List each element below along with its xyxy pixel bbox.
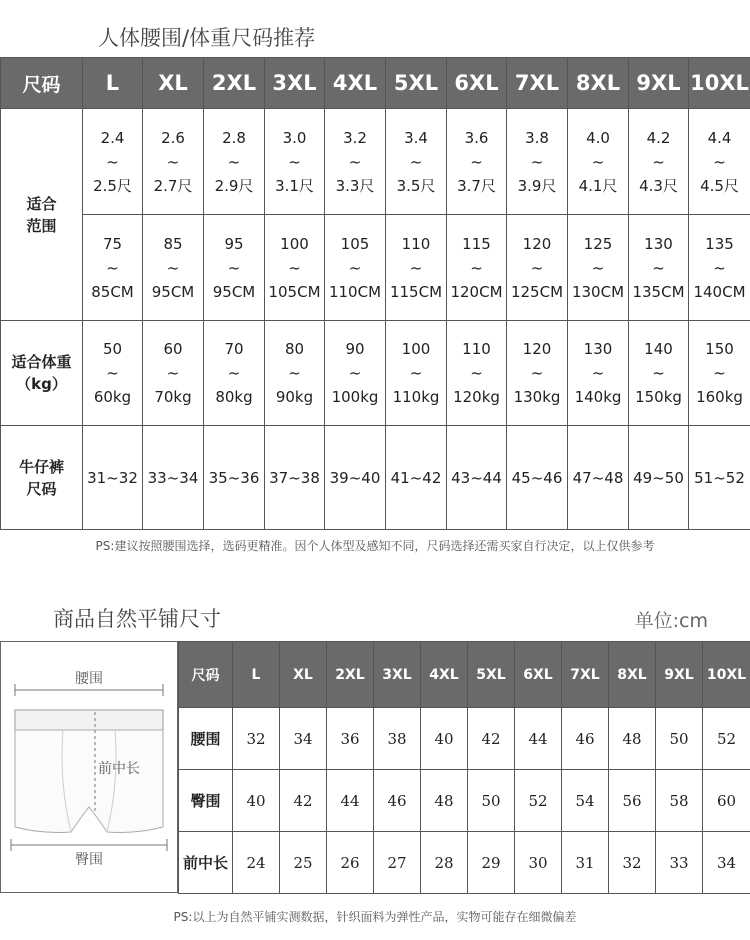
size-header-cell: 6XL [447,58,507,109]
waist-chi-cell-line: 4.3尺 [639,176,678,195]
waist-cm-cell-line: 95CM [212,282,256,301]
flat-value-cell: 48 [421,770,468,832]
size-header-cell: 2XL [204,58,265,109]
waist-cm-cell [204,215,265,321]
jeans-cell [83,426,143,530]
weight-cell-line: 140kg [574,388,622,406]
weight-cell-line: 120 [522,340,552,358]
jeans-cell-line: 35~36 [208,468,260,487]
weight-cell-line: ~ [713,364,726,382]
waist-cm-cell-line: 115 [462,234,491,253]
flat-value-cell: 44 [327,770,374,832]
waist-cm-cell-line: 95CM [151,282,195,301]
size-header-cell: 8XL [568,58,629,109]
waist-cm-cell-line: 135CM [632,282,685,301]
weight-cell-line: ~ [409,364,423,382]
weight-cell-line: 130kg [513,388,561,406]
waist-cm-cell-line: 130CM [571,282,625,301]
waist-chi-cell-line: 4.4 [707,128,732,147]
flat-value-cell: 32 [609,832,656,894]
waist-chi-cell-line: 3.8 [525,128,549,147]
waist-cm-cell [507,215,568,321]
flat-value-cell: 46 [374,770,421,832]
waist-chi-cell-line: 3.3尺 [335,176,375,195]
weight-cell-line: 70 [224,340,244,358]
flat-value-cell: 34 [280,708,327,770]
flat-size-cell: 8XL [609,642,656,708]
jeans-cell [507,426,568,530]
measurement-note: PS:以上为自然平铺实测数据，针织面料为弹性产品，实物可能存在细微偏差 [173,910,577,924]
waist-chi-cell [568,109,629,215]
waist-cm-cell-line: 75 [102,234,123,253]
waist-cm-cell-line: ~ [470,258,483,277]
flat-value-cell: 32 [233,708,280,770]
jeans-cell-line: 47~48 [572,468,624,487]
flat-value-cell: 30 [515,832,562,894]
waist-cm-cell [265,215,325,321]
waist-chi-cell-line: 3.1尺 [275,176,314,195]
weight-cell-line: 50 [102,340,123,358]
weight-cell-line: 90 [345,340,365,358]
flat-value-cell: 26 [327,832,374,894]
flat-hip-row [179,770,750,832]
size-header-label: 尺码 [1,58,83,109]
waist-cm-cell-line: 125 [583,234,613,253]
flat-size-cell: 5XL [468,642,515,708]
weight-cell-line: 90kg [275,388,314,406]
flat-value-cell: 56 [609,770,656,832]
jeans-label: 牛仔裤 尺码 [1,426,83,530]
flat-size-cell: XL [280,642,327,708]
flat-rise-row [179,832,750,894]
waist-diagram-label: 腰围 [75,671,103,687]
waist-chi-cell-line: 2.9尺 [214,176,254,195]
waist-cm-cell-line: 100 [280,234,309,253]
jeans-cell [689,426,750,530]
weight-cell [568,321,629,426]
flat-value-cell: 38 [374,708,421,770]
flat-size-cell: 10XL [703,642,750,708]
waist-cm-cell-line: 115CM [389,282,443,301]
size-header-cell: 4XL [325,58,386,109]
flat-value-cell: 60 [703,770,750,832]
jeans-row [1,426,750,530]
jeans-cell [386,426,447,530]
weight-row [1,321,750,426]
weight-cell-line: 110 [462,340,491,358]
weight-cell-line: 70kg [154,388,192,406]
flat-value-cell: 24 [233,832,280,894]
waist-chi-cell [689,109,750,215]
flat-value-cell: 40 [233,770,280,832]
waist-cm-cell-line: 120 [522,234,552,253]
flat-value-cell: 34 [703,832,750,894]
jeans-cell [204,426,265,530]
weight-cell-line: 110kg [392,388,440,406]
waist-cm-cell [325,215,386,321]
waist-chi-cell-line: 3.7尺 [457,176,496,195]
waist-cm-cell-line: ~ [652,258,665,277]
flat-value-cell: 27 [374,832,421,894]
weight-cell-line: ~ [470,364,483,382]
waist-chi-cell-line: 4.5尺 [700,176,739,195]
waist-cm-cell-line: 110 [401,234,431,253]
waist-chi-row [1,109,750,215]
weight-cell-line: 80kg [215,388,253,406]
jeans-cell [265,426,325,530]
garment-diagram [0,641,178,893]
flat-value-cell: 25 [280,832,327,894]
flat-value-cell: 46 [562,708,609,770]
jeans-cell [143,426,204,530]
weight-cell-line: 130 [583,340,613,358]
size-header-cell: 5XL [386,58,447,109]
flat-value-cell: 44 [515,708,562,770]
waist-cm-cell [386,215,447,321]
flat-row-label: 前中长 [179,832,233,894]
flat-size-cell: 2XL [327,642,374,708]
jeans-cell-line: 33~34 [147,468,199,487]
flat-size-cell: 3XL [374,642,421,708]
waist-cm-cell-line: 120CM [450,282,503,301]
waist-cm-cell-line: 105 [340,234,370,253]
jeans-cell [568,426,629,530]
flat-value-cell: 40 [421,708,468,770]
waist-chi-cell-line: ~ [288,152,301,171]
flat-value-cell: 52 [515,770,562,832]
waist-cm-cell-line: ~ [288,258,301,277]
size-header-row [1,58,750,109]
front-rise-diagram-label: 前中长 [98,761,140,777]
waist-cm-cell-line: 85CM [91,282,134,301]
waist-cm-cell-line: ~ [227,258,241,277]
flat-size-cell: 4XL [421,642,468,708]
waist-cm-cell-line: ~ [530,258,544,277]
waist-chi-cell-line: ~ [591,152,605,171]
flat-value-cell: 33 [656,832,703,894]
weight-cell-line: 150 [705,340,734,358]
waist-chi-cell-line: 3.4 [404,128,428,147]
waist-chi-cell [629,109,689,215]
flat-size-cell: 7XL [562,642,609,708]
weight-cell [83,321,143,426]
waist-chi-cell-line: 3.0 [282,128,307,147]
waist-chi-cell [265,109,325,215]
flat-value-cell: 48 [609,708,656,770]
weight-cell-line: 120kg [453,388,500,406]
weight-cell [689,321,750,426]
weight-cell-line: 80 [284,340,305,358]
waist-cm-cell-line: ~ [348,258,362,277]
waist-chi-cell-line: 2.5尺 [93,176,132,195]
jeans-cell [325,426,386,530]
waist-chi-cell [83,109,143,215]
weight-cell [507,321,568,426]
waist-cm-cell-line: ~ [713,258,726,277]
flat-value-cell: 54 [562,770,609,832]
jeans-cell [629,426,689,530]
waist-cm-cell [629,215,689,321]
flat-value-cell: 28 [421,832,468,894]
jeans-cell-line: 49~50 [633,468,684,487]
waist-chi-cell-line: ~ [166,152,180,171]
waist-cm-cell-line: ~ [106,258,119,277]
waist-cm-cell-line: 95 [224,234,244,253]
flat-value-cell: 52 [703,708,750,770]
flat-size-title: 商品自然平铺尺寸 [53,607,221,631]
weight-cell [204,321,265,426]
weight-cell [629,321,689,426]
waist-chi-cell-line: 3.5尺 [396,176,436,195]
fit-range-label: 适合 范围 [1,109,83,321]
waist-cm-row [1,215,750,321]
waist-chi-cell-line: 3.6 [464,128,489,147]
waist-chi-cell-line: 4.2 [646,128,671,147]
weight-cell-line: 140 [644,340,673,358]
waist-cm-cell-line: ~ [166,258,180,277]
waist-chi-cell-line: 3.2 [343,128,367,147]
waist-cm-cell-line: 125CM [510,282,564,301]
waist-cm-cell [83,215,143,321]
flat-value-cell: 31 [562,832,609,894]
waist-cm-cell-line: 85 [163,234,183,253]
flat-size-table [178,641,750,894]
waist-chi-cell-line: 4.1尺 [578,176,618,195]
flat-row-label: 臀围 [179,770,233,832]
waist-cm-cell [689,215,750,321]
weight-label: 适合体重 （kg） [1,321,83,426]
flat-value-cell: 42 [280,770,327,832]
hip-diagram-label: 臀围 [75,852,103,868]
weight-cell [265,321,325,426]
size-header-cell: 3XL [265,58,325,109]
weight-cell [325,321,386,426]
jeans-cell-line: 51~52 [694,468,745,487]
jeans-cell [447,426,507,530]
flat-size-cell: 9XL [656,642,703,708]
unit-label: 单位:cm [634,610,708,632]
waist-chi-cell [325,109,386,215]
weight-cell-line: 150kg [635,388,682,406]
waist-cm-cell-line: ~ [591,258,605,277]
weight-cell-line: ~ [652,364,665,382]
flat-value-cell: 50 [656,708,703,770]
flat-value-cell: 50 [468,770,515,832]
flat-size-cell: L [233,642,280,708]
waist-chi-cell-line: 2.7尺 [153,176,193,195]
flat-header-row [179,642,750,708]
size-header-cell: L [83,58,143,109]
weight-cell-line: 60 [163,340,183,358]
weight-cell [386,321,447,426]
weight-cell-line: ~ [591,364,605,382]
waist-chi-cell-line: ~ [348,152,362,171]
waist-chi-cell [386,109,447,215]
size-header-cell: 9XL [629,58,689,109]
jeans-cell-line: 39~40 [329,468,381,487]
waist-cm-cell-line: 105CM [268,282,321,301]
flat-header-label: 尺码 [179,642,233,708]
waist-chi-cell-line: 2.6 [161,128,185,147]
flat-row-label: 腰围 [179,708,233,770]
size-advice-note: PS:建议按照腰围选择，选码更精准。因个人体型及感知不同，尺码选择还需买家自行决定，以上仅供参考 [95,539,655,553]
flat-value-cell: 58 [656,770,703,832]
flat-value-cell: 29 [468,832,515,894]
flat-value-cell: 42 [468,708,515,770]
flat-size-cell: 6XL [515,642,562,708]
waist-chi-cell-line: ~ [227,152,241,171]
weight-cell-line: 100kg [331,388,379,406]
waist-cm-cell [143,215,204,321]
size-header-cell: 7XL [507,58,568,109]
flat-value-cell: 36 [327,708,374,770]
waist-chi-cell [507,109,568,215]
waist-chi-cell [204,109,265,215]
weight-cell-line: ~ [530,364,544,382]
waist-chi-cell [447,109,507,215]
weight-cell-line: ~ [288,364,301,382]
waist-chi-cell-line: ~ [652,152,665,171]
waist-cm-cell [447,215,507,321]
waist-chi-cell-line: 2.4 [100,128,125,147]
weight-cell-line: ~ [227,364,241,382]
flat-waist-row [179,708,750,770]
waist-cm-cell-line: ~ [409,258,423,277]
briefs-icon [1,642,177,892]
waist-chi-cell-line: 4.0 [586,128,610,147]
weight-cell [143,321,204,426]
weight-cell-line: 60kg [93,388,132,406]
weight-cell [447,321,507,426]
jeans-cell-line: 45~46 [511,468,563,487]
size-chart-title: 人体腰围/体重尺码推荐 [98,26,316,50]
waist-cm-cell-line: 130 [644,234,673,253]
weight-cell-line: 100 [401,340,431,358]
waist-chi-cell-line: ~ [713,152,726,171]
waist-chi-cell [143,109,204,215]
body-size-table [0,57,750,530]
size-header-cell: 10XL [689,58,750,109]
waist-chi-cell-line: 2.8 [222,128,246,147]
size-header-cell: XL [143,58,204,109]
waist-cm-cell-line: 110CM [328,282,382,301]
jeans-cell-line: 37~38 [269,468,320,487]
waist-chi-cell-line: ~ [409,152,423,171]
waist-chi-cell-line: 3.9尺 [517,176,557,195]
waist-cm-cell-line: 140CM [693,282,746,301]
waist-chi-cell-line: ~ [530,152,544,171]
weight-cell-line: 160kg [696,388,743,406]
waist-cm-cell [568,215,629,321]
jeans-cell-line: 31~32 [87,468,138,487]
weight-cell-line: ~ [348,364,362,382]
waist-chi-cell-line: ~ [106,152,119,171]
jeans-cell-line: 41~42 [390,468,442,487]
waist-chi-cell-line: ~ [470,152,483,171]
jeans-cell-line: 43~44 [451,468,502,487]
waist-cm-cell-line: 135 [705,234,734,253]
weight-cell-line: ~ [166,364,180,382]
weight-cell-line: ~ [106,364,119,382]
